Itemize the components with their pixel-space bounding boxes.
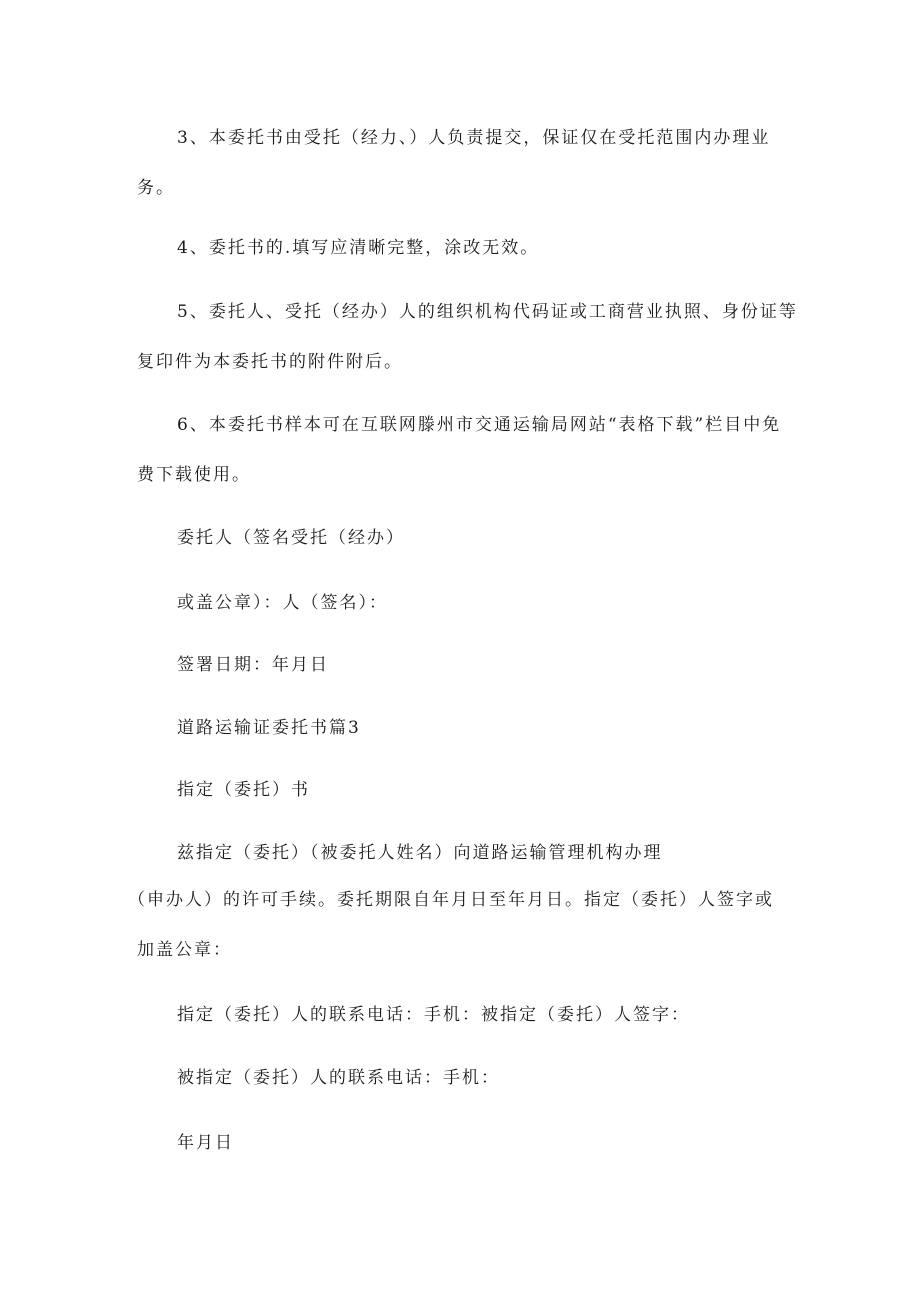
body-line-3: 加盖公章： bbox=[137, 940, 232, 960]
paragraph-5-line-1: 5、委托人、受托（经办）人的组织机构代码证或工商营业执照、身份证等 bbox=[177, 302, 798, 322]
body-line-2: （申办人）的许可手续。委托期限自年月日至年月日。指定（委托）人签字或 bbox=[128, 890, 774, 910]
paragraph-3-line-1: 3、本委托书由受托（经力、）人负责提交，保证仅在受托范围内办理业 bbox=[177, 128, 771, 148]
signature-line-2: 或盖公章）：人（签名）： bbox=[177, 593, 388, 613]
paragraph-6-line-2: 费下载使用。 bbox=[137, 465, 251, 485]
paragraph-3-line-2: 务。 bbox=[137, 178, 175, 198]
paragraph-6-line-1: 6、本委托书样本可在互联网滕州市交通运输局网站“表格下载”栏目中免 bbox=[177, 415, 782, 435]
signature-line-1: 委托人（签名受托（经办） bbox=[177, 528, 405, 548]
signing-date: 签署日期：年月日 bbox=[177, 655, 329, 675]
body-line-1: 兹指定（委托）（被委托人姓名）向道路运输管理机构办理 bbox=[177, 843, 663, 863]
paragraph-4-line-1: 4、委托书的.填写应清晰完整，涂改无效。 bbox=[177, 238, 540, 258]
paragraph-5-line-2: 复印件为本委托书的附件附后。 bbox=[137, 352, 403, 372]
document-title: 指定（委托）书 bbox=[177, 780, 310, 800]
section-heading: 道路运输证委托书篇3 bbox=[177, 718, 361, 738]
closing-date: 年月日 bbox=[177, 1133, 234, 1153]
contact-line-1: 指定（委托）人的联系电话：手机：被指定（委托）人签字： bbox=[177, 1005, 690, 1025]
contact-line-2: 被指定（委托）人的联系电话：手机： bbox=[177, 1068, 500, 1088]
